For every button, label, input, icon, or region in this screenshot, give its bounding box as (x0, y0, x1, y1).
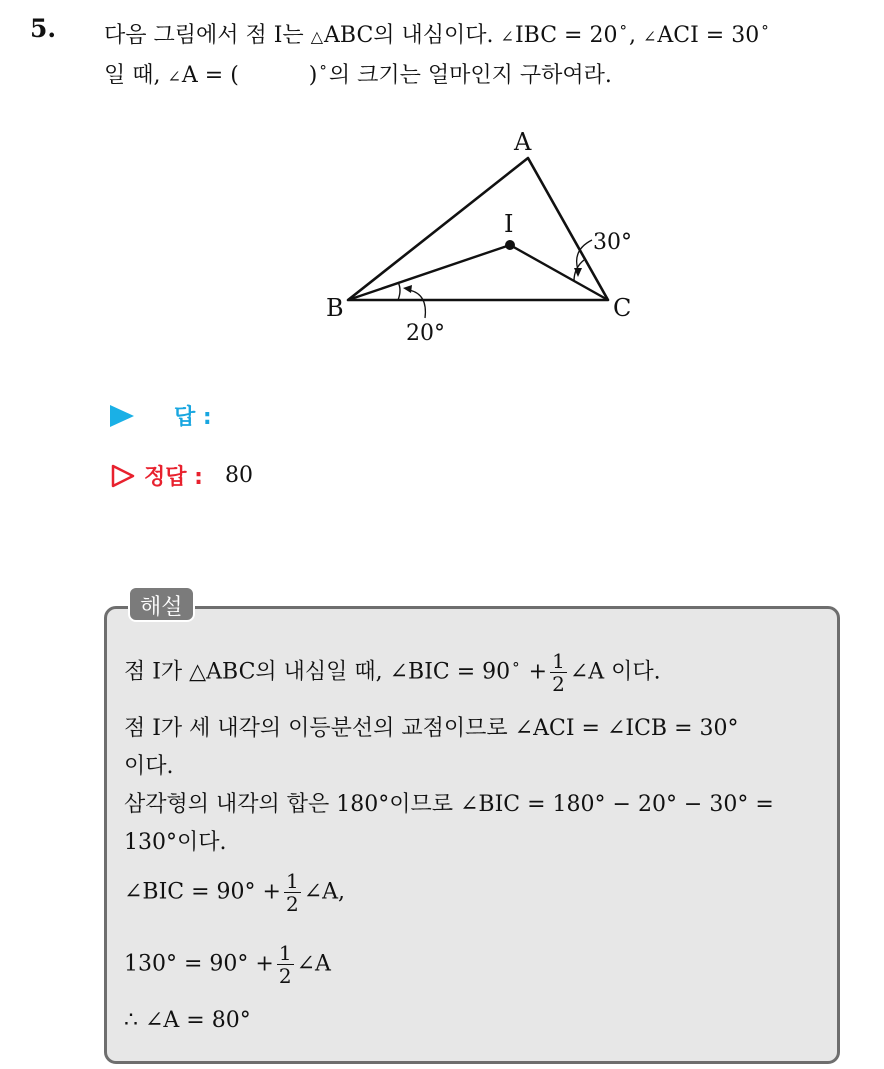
q-text-segment: 의 크기는 얼마인지 구하여라. (328, 63, 612, 88)
fraction-numerator: 1 (285, 869, 299, 893)
answer-triangle-icon (110, 405, 134, 427)
fraction-numerator: 1 (552, 649, 565, 673)
fraction-half (550, 650, 567, 695)
angle-label-c: 30° (593, 230, 632, 255)
triangle-figure (310, 120, 650, 350)
q-text-segment: 의 내심이다. (373, 23, 501, 48)
sol-text-segment: ∠A 이다. (569, 659, 661, 685)
incenter-point (505, 240, 515, 250)
solution-line-1 (124, 650, 661, 695)
fraction-half (284, 870, 301, 915)
q-text-segment: 다음 그림에서 점 I는 (104, 23, 311, 48)
q-text-segment: A = ( (181, 63, 239, 88)
label-b: B (326, 294, 344, 322)
q-text-segment: 일 때, (104, 63, 168, 88)
solution-line-5: 130°이다. (124, 830, 227, 855)
fraction-denominator: 2 (285, 892, 299, 916)
sol-text-segment: 점 I가 △ABC의 내심일 때, ∠BIC = 90 (124, 659, 511, 685)
solution-line-7 (124, 942, 331, 987)
angle-arc-b (398, 282, 400, 300)
angle-symbol: ∠ (500, 27, 514, 46)
degree-symbol: ° (319, 62, 327, 80)
triangle-symbol: △ (310, 27, 323, 46)
solution-line-6 (124, 870, 345, 915)
question-line-1 (104, 14, 874, 54)
solution-line-3: 이다. (124, 754, 174, 779)
incenter-segments (348, 245, 608, 300)
solution-tag: 해설 (128, 586, 195, 622)
question-line-2 (104, 54, 874, 94)
sol-text-segment: ∠A (296, 951, 331, 977)
fraction-denominator: 2 (552, 672, 565, 696)
answer-label: 답 : (174, 405, 212, 430)
arrow-b-head (403, 285, 412, 293)
angle-symbol: ∠ (167, 67, 181, 86)
fraction-numerator: 1 (278, 941, 292, 965)
sol-text-segment: ∠A, (303, 879, 346, 905)
degree-symbol: ° (761, 22, 769, 40)
fraction-denominator: 2 (278, 964, 292, 988)
correct-answer-row (110, 460, 253, 491)
sol-text-segment: 130° = 90° + (124, 951, 274, 977)
sol-text-segment: ∠BIC = 90° + (124, 879, 281, 905)
q-text-segment: , (628, 23, 643, 48)
angle-symbol: ∠ (642, 27, 657, 46)
degree-symbol: ° (512, 658, 520, 677)
sol-text-segment: + (521, 659, 548, 685)
q-text-segment: ACI = 30 (657, 23, 760, 48)
label-c: C (613, 294, 632, 322)
q-text-segment: ) (308, 63, 318, 88)
label-i: I (504, 210, 514, 238)
question-number: 5. (30, 14, 57, 43)
q-text-segment: IBC = 20 (514, 23, 618, 48)
correct-answer-value: 80 (224, 463, 253, 488)
solution-line-8: ∴ ∠A = 80° (124, 1008, 251, 1033)
correct-answer-label: 정답 : (144, 465, 203, 490)
label-a: A (514, 128, 532, 156)
question-text (104, 14, 874, 94)
correct-answer-triangle-icon (110, 463, 136, 489)
q-text-segment: ABC (324, 23, 374, 48)
solution-line-4: 삼각형의 내각의 합은 180°이므로 ∠BIC = 180° − 20° − 30° = (124, 792, 774, 817)
fraction-half (277, 942, 294, 987)
angle-label-b: 20° (406, 321, 445, 346)
arrow-b-leader (409, 290, 425, 318)
degree-symbol: ° (619, 22, 627, 40)
answer-row (110, 400, 212, 431)
solution-line-2: 점 I가 세 내각의 이등분선의 교점이므로 ∠ACI = ∠ICB = 30° (124, 716, 739, 741)
